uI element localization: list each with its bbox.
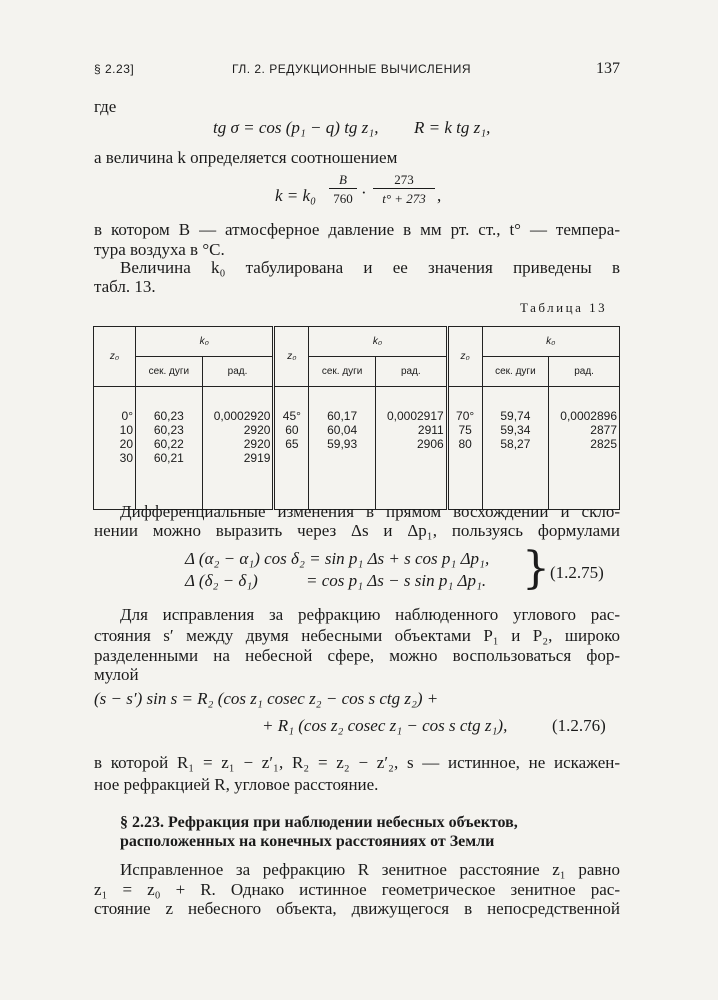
- equation-number-1-2-75: (1.2.75): [550, 563, 604, 582]
- page-number: 137: [596, 60, 620, 77]
- text-line: стояние z небесного объекта, движущегося в непосредственной: [94, 899, 620, 918]
- table-header-k0: k₀: [309, 327, 447, 357]
- table-subheader-arcsec: сек. дуги: [309, 357, 376, 387]
- table-cell: 60,23: [153, 423, 184, 437]
- table-col-rad: [375, 387, 447, 510]
- running-header-title: ГЛ. 2. РЕДУКЦИОННЫЕ ВЫЧИСЛЕНИЯ: [232, 62, 472, 76]
- formula-R: R = k tg z₁,: [414, 118, 491, 137]
- equation-1-2-75-line2-lhs: Δ (δ₂ − δ₁): [185, 571, 258, 590]
- table-cell: 0,0002896: [560, 409, 617, 423]
- text-line: нении можно выразить через Δs и Δp₁, пользуясь формулами: [94, 521, 620, 540]
- table-cell: 80: [458, 437, 472, 451]
- brace-icon: }: [522, 543, 550, 594]
- table-subheader-arcsec: сек. дуги: [482, 357, 549, 387]
- text-gde: где: [94, 97, 117, 116]
- table-cell: 0°: [121, 409, 134, 423]
- table-subheader-rad: рад.: [375, 357, 447, 387]
- table-subheader-arcsec: сек. дуги: [136, 357, 203, 387]
- text-line: Дифференциальные изменения в прямом восхождении и скло-: [120, 502, 620, 521]
- table-header-k0: k₀: [482, 327, 619, 357]
- table-cell: 65: [285, 437, 299, 451]
- table-col-arcsec: [482, 387, 549, 510]
- equation-1-2-75-line1: Δ (α₂ − α₁) cos δ₂ = sin p₁ Δs + s cos p₁ Δp₁,: [185, 549, 490, 568]
- text-line: Для исправления за рефракцию наблюденного углового рас-: [120, 605, 620, 624]
- table-col-rad: [202, 387, 274, 510]
- table-header-k0: k₀: [136, 327, 274, 357]
- table-subheader-rad: рад.: [549, 357, 620, 387]
- text-line: тура воздуха в °C.: [94, 240, 225, 259]
- equation-1-2-75-line2-rhs: = cos p₁ Δs − s sin p₁ Δp₁.: [306, 571, 487, 590]
- section-title-line2: расположенных на конечных расстояниях от Земли: [120, 833, 495, 850]
- formula-tg-sigma: tg σ = cos (p₁ − q) tg z₁,: [213, 118, 379, 137]
- table-cell: 70°: [456, 409, 475, 423]
- table-subheader-rad: рад.: [202, 357, 274, 387]
- table-col-rad: [549, 387, 620, 510]
- text-line: z₁ = z₀ + R. Однако истинное геометрическое зенитное рас-: [94, 880, 620, 899]
- text-k-defined: а величина k определяется соотношением: [94, 148, 398, 167]
- text-line: Исправленное за рефракцию R зенитное расстояние z₁ равно: [120, 860, 620, 879]
- formula-k-frac1-num: B: [329, 172, 357, 189]
- table-col-arcsec: [309, 387, 376, 510]
- text-line: Величина k₀ табулирована и ее значения приведены в: [120, 258, 620, 277]
- table-header-z0: z₀: [274, 327, 309, 387]
- table-13: [93, 326, 620, 510]
- text-line: табл. 13.: [94, 277, 156, 296]
- formula-k-frac1-den: 760: [333, 191, 353, 206]
- table-cell: 60,22: [153, 437, 184, 451]
- table-col-z0: [94, 387, 136, 510]
- equation-number-1-2-76: (1.2.76): [552, 716, 606, 735]
- table-cell: 45°: [282, 409, 301, 423]
- text-line: в которой R₁ = z₁ − z′₁, R₂ = z₂ − z′₂, s — истинное, не искажен-: [94, 753, 620, 772]
- table-header-z0: z₀: [94, 327, 136, 387]
- table-cell: 60,23: [153, 409, 184, 423]
- table-cell: 30: [119, 451, 134, 465]
- formula-k-frac2-num: 273: [373, 172, 435, 189]
- table-cell: 2920: [243, 437, 271, 451]
- formula-k-comma: ,: [437, 186, 442, 205]
- equation-1-2-76-line1: (s − s′) sin s = R₂ (cos z₁ cosec z₂ − cos s ctg z₂) +: [94, 689, 439, 708]
- table-cell: 58,27: [500, 437, 531, 451]
- table-cell: 2877: [590, 423, 617, 437]
- table-col-z0: [447, 387, 482, 510]
- running-header-section: § 2.23]: [94, 62, 135, 76]
- table-cell: 2825: [590, 437, 617, 451]
- table-cell: 59,74: [500, 409, 531, 423]
- table-cell: 20: [119, 437, 134, 451]
- text-line: ное рефракцией R, угловое расстояние.: [94, 775, 379, 794]
- table-cell: 75: [458, 423, 472, 437]
- text-line: разделенными на небесной сфере, можно воспользоваться фор-: [94, 646, 620, 665]
- table-cell: 60: [285, 423, 299, 437]
- table-cell: 2911: [417, 423, 444, 437]
- table-cell: 59,93: [327, 437, 358, 451]
- text-line: мулой: [94, 665, 139, 684]
- text-line: стояния s′ между двумя небесными объектами P₁ и P₂, широко: [94, 626, 620, 645]
- table-cell: 10: [119, 423, 134, 437]
- table-header-z0: z₀: [447, 327, 482, 387]
- section-title-line1: § 2.23. Рефракция при наблюдении небесных объектов,: [120, 814, 518, 831]
- table-cell: 59,34: [500, 423, 531, 437]
- table-cell: 60,17: [327, 409, 358, 423]
- formula-k-lhs: k = k₀: [275, 186, 316, 205]
- text-line: в котором B — атмосферное давление в мм рт. ст., t° — темпера-: [94, 220, 620, 239]
- table-cell: 60,21: [153, 451, 184, 465]
- table-cell: 2919: [243, 451, 271, 465]
- table-caption: Таблица 13: [520, 300, 608, 315]
- table-col-z0: [274, 387, 309, 510]
- table-cell: 0,0002917: [386, 409, 444, 423]
- table-cell: 2920: [243, 423, 271, 437]
- table-cell: 60,04: [327, 423, 358, 437]
- table-cell: 2906: [417, 437, 444, 451]
- table-cell: 0,0002920: [213, 409, 271, 423]
- formula-k-frac2-den: t° + 273: [382, 191, 426, 206]
- equation-1-2-76-line2: + R₁ (cos z₂ cosec z₁ − cos s ctg z₁),: [262, 716, 508, 735]
- formula-k-dot: ·: [361, 183, 367, 202]
- table-col-arcsec: [136, 387, 203, 510]
